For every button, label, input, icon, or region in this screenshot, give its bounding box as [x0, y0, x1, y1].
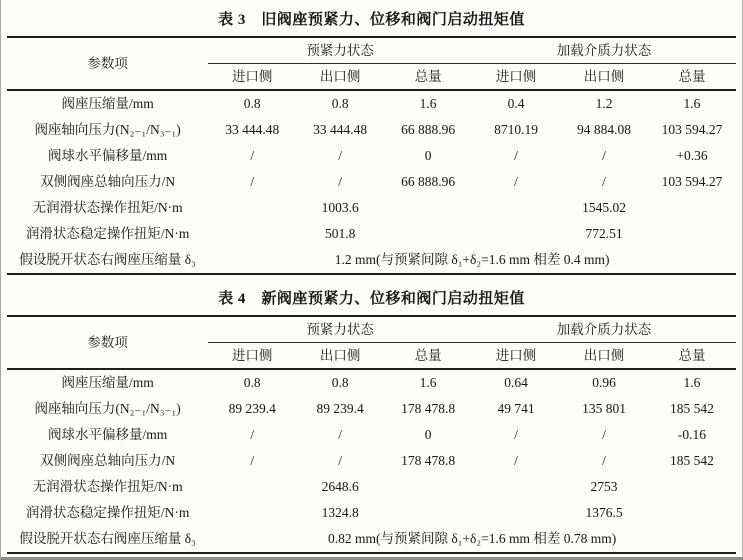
- value-cell-media-span: 2753: [590, 479, 618, 494]
- value-cell: /: [602, 427, 606, 442]
- row-label: 阀座压缩量/mm: [61, 96, 154, 111]
- value-cell: 94 884.08: [577, 122, 631, 137]
- table-3-caption: 表 3 旧阀座预紧力、位移和阀门启动扭矩值: [218, 12, 525, 28]
- subcol-header-inlet: 进口侧: [231, 69, 273, 84]
- value-cell: 103 594.27: [661, 122, 723, 137]
- value-cell: 1.2: [595, 96, 613, 111]
- subcol-header-outlet: 出口侧: [319, 69, 361, 84]
- subcol-header-outlet: 出口侧: [583, 348, 625, 363]
- row-label: 阀球水平偏移量/mm: [47, 427, 168, 442]
- value-cell: 0.96: [592, 375, 616, 390]
- subcol-header-outlet: 出口侧: [583, 69, 625, 84]
- value-cell: /: [250, 427, 255, 442]
- value-cell: 1.6: [419, 96, 437, 111]
- value-cell: /: [338, 174, 343, 189]
- value-cell: /: [338, 148, 343, 163]
- value-cell: /: [250, 174, 255, 189]
- value-cell: /: [514, 148, 518, 163]
- subcol-header-inlet: 进口侧: [231, 348, 273, 363]
- group-header-preload: 预紧力状态: [208, 316, 472, 343]
- table-row: [7, 474, 736, 500]
- value-cell: /: [602, 148, 606, 163]
- table-row: [7, 247, 736, 274]
- table-row: [7, 143, 736, 169]
- value-cell: 178 478.8: [401, 401, 456, 416]
- row-label: 阀球水平偏移量/mm: [47, 148, 168, 163]
- subcol-header-total: 总量: [678, 69, 706, 84]
- row-label: 阀座压缩量/mm: [61, 375, 154, 390]
- value-cell: 49 741: [497, 401, 535, 416]
- subcol-header-outlet: 出口侧: [319, 348, 361, 363]
- value-cell: 185 542: [670, 401, 714, 416]
- value-cell: 66 888.96: [401, 174, 456, 189]
- value-cell: 0.8: [331, 96, 349, 111]
- value-cell: /: [250, 148, 255, 163]
- subcol-header-inlet: 进口侧: [495, 69, 537, 84]
- value-cell: /: [514, 427, 518, 442]
- subcol-header-total: 总量: [678, 348, 706, 363]
- table-row: [7, 422, 736, 448]
- table-header-group-row: [7, 37, 736, 64]
- value-cell: /: [250, 453, 255, 468]
- group-header-media-load: 加载介质力状态: [472, 37, 736, 64]
- table-row: [7, 500, 736, 526]
- subcol-header-total: 总量: [414, 348, 442, 363]
- value-cell: 33 444.48: [225, 122, 280, 137]
- value-cell-media-span: 1545.02: [582, 200, 626, 215]
- value-cell: 103 594.27: [661, 174, 723, 189]
- value-cell: /: [602, 453, 606, 468]
- table-row: [7, 369, 736, 396]
- value-cell: 135 801: [582, 401, 626, 416]
- table-4: [7, 315, 736, 554]
- group-header-preload: 预紧力状态: [208, 37, 472, 64]
- row-label: 无润滑状态操作扭矩/N·m: [32, 479, 183, 494]
- value-cell-full-span: 1.2 mm(与预紧间隙 δ₁+δ₂=1.6 mm 相差 0.4 mm): [334, 252, 610, 267]
- value-cell: 8710.19: [494, 122, 538, 137]
- table-4-caption: 表 4 新阀座预紧力、位移和阀门启动扭矩值: [218, 291, 525, 307]
- subcol-header-total: 总量: [414, 69, 442, 84]
- row-label: 无润滑状态操作扭矩/N·m: [32, 200, 183, 215]
- table-header-group-row: [7, 316, 736, 343]
- value-cell: 0.64: [504, 375, 528, 390]
- value-cell: 1.6: [683, 375, 701, 390]
- value-cell: 89 239.4: [316, 401, 364, 416]
- value-cell: 1.6: [683, 96, 701, 111]
- row-label: 假设脱开状态右阀座压缩量 δ₃: [19, 252, 196, 267]
- table-row: [7, 526, 736, 553]
- table-row: [7, 396, 736, 422]
- value-cell: /: [338, 427, 343, 442]
- value-cell: 1.6: [419, 375, 437, 390]
- value-cell-media-span: 1376.5: [585, 505, 623, 520]
- value-cell-full-span: 0.82 mm(与预紧间隙 δ₁+δ₂=1.6 mm 相差 0.78 mm): [327, 531, 617, 546]
- row-label: 双侧阀座总轴向压力/N: [40, 453, 176, 468]
- value-cell: 0.8: [331, 375, 349, 390]
- value-cell: -0.16: [677, 427, 707, 442]
- value-cell: 0: [424, 148, 432, 163]
- value-cell: /: [338, 453, 343, 468]
- row-label: 阀座轴向压力(N₂₋₁/N₃₋₁): [34, 122, 181, 137]
- value-cell: 0.8: [243, 375, 261, 390]
- value-cell: 178 478.8: [401, 453, 456, 468]
- table-row: [7, 117, 736, 143]
- value-cell-preload-span: 2648.6: [321, 479, 359, 494]
- table-row: [7, 221, 736, 247]
- row-label: 润滑状态稳定操作扭矩/N·m: [25, 226, 190, 241]
- value-cell: /: [514, 174, 518, 189]
- value-cell-preload-span: 1324.8: [321, 505, 359, 520]
- row-label: 双侧阀座总轴向压力/N: [40, 174, 176, 189]
- value-cell: 0: [424, 427, 432, 442]
- value-cell: 89 239.4: [228, 401, 276, 416]
- table-row: [7, 169, 736, 195]
- row-label: 假设脱开状态右阀座压缩量 δ₃: [19, 531, 196, 546]
- subcol-header-inlet: 进口侧: [495, 348, 537, 363]
- value-cell: 0.4: [507, 96, 525, 111]
- value-cell: 0.8: [243, 96, 261, 111]
- param-column-header: 参数项: [87, 335, 128, 350]
- value-cell: 66 888.96: [401, 122, 456, 137]
- group-header-media-load: 加载介质力状态: [472, 316, 736, 343]
- table-row: [7, 195, 736, 221]
- row-label: 阀座轴向压力(N₂₋₁/N₃₋₁): [34, 401, 181, 416]
- param-column-header: 参数项: [87, 56, 128, 71]
- table-3: [7, 36, 736, 275]
- value-cell-preload-span: 501.8: [324, 226, 356, 241]
- row-label: 润滑状态稳定操作扭矩/N·m: [25, 505, 190, 520]
- value-cell-preload-span: 1003.6: [321, 200, 359, 215]
- table-row: [7, 90, 736, 117]
- value-cell: /: [514, 453, 518, 468]
- value-cell: /: [602, 174, 606, 189]
- value-cell: +0.36: [676, 148, 708, 163]
- value-cell: 33 444.48: [313, 122, 368, 137]
- value-cell: 185 542: [670, 453, 714, 468]
- table-row: [7, 448, 736, 474]
- value-cell-media-span: 772.51: [585, 226, 623, 241]
